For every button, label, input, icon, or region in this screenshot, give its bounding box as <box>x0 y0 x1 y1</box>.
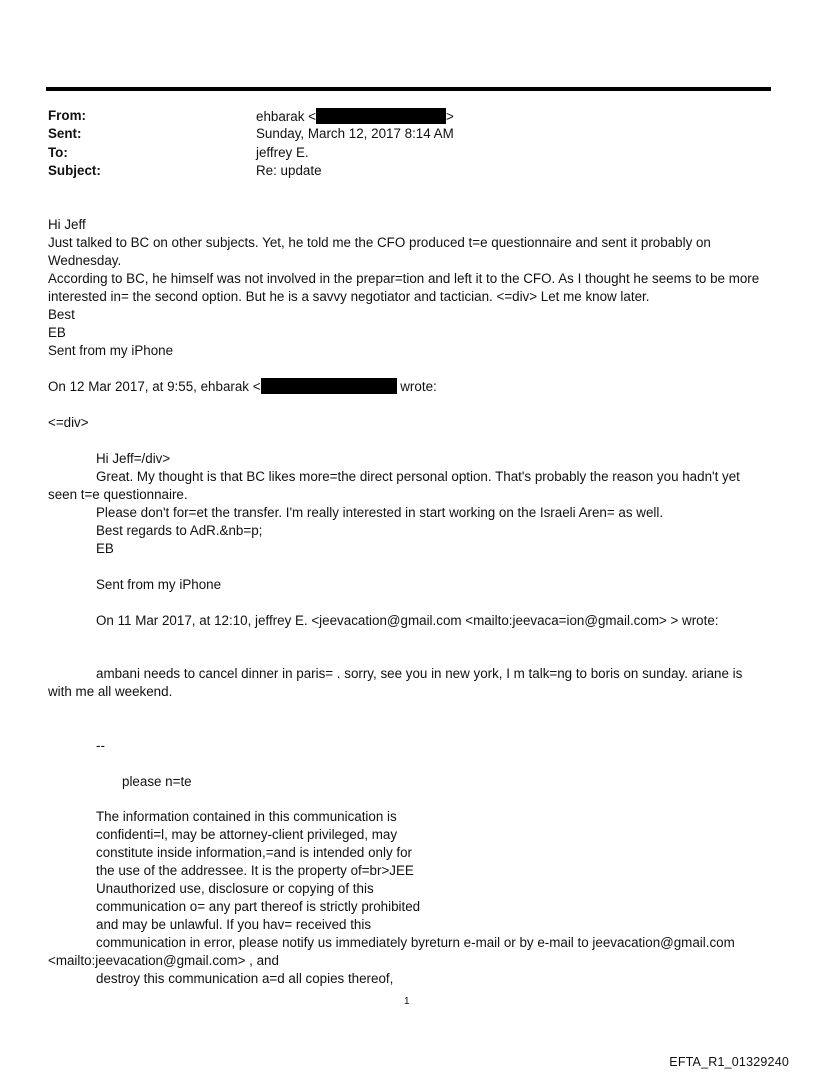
please-note: please n=te <box>122 774 192 789</box>
sent-value: Sunday, March 12, 2017 8:14 AM <box>256 126 454 141</box>
disclaimer-line: confidenti=l, may be attorney-client privileged, may <box>96 827 398 842</box>
div-marker: <=div> <box>48 415 89 430</box>
quote2-line: ambani needs to cancel dinner in paris= . sorry, see you in new york, I m talk=ng to boris on sunday. ariane is <box>96 666 743 681</box>
quote1-intro-prefix: On 12 Mar 2017, at 9:55, ehbarak < <box>48 379 261 394</box>
from-value-prefix: ehbarak < <box>256 109 316 124</box>
sent-label: Sent: <box>48 126 82 141</box>
quote1-line: Great. My thought is that BC likes more=the direct personal option. That's probably the reason you hadn't yet <box>96 469 740 484</box>
reply-line: Just talked to BC on other subjects. Yet, he told me the CFO produced t=e questionnaire and sent it probably on <box>48 235 711 250</box>
to-label: To: <box>48 145 68 160</box>
reply-line: Hi Jeff <box>48 217 86 232</box>
quote1-intro <box>48 378 437 396</box>
quote1-line: EB <box>96 541 114 556</box>
disclaimer-line: destroy this communication a=d all copies thereof, <box>96 971 394 986</box>
reply-line: EB <box>48 325 66 340</box>
reply-line: interested in= the second option. But he is a savvy negotiator and tactician. <=div> Let me know later. <box>48 289 650 304</box>
from-label: From: <box>48 108 86 123</box>
document-id: EFTA_R1_01329240 <box>669 1055 789 1069</box>
reply-line: According to BC, he himself was not involved in the prepar=tion and left it to the CFO. As I thought he seems to be more <box>48 271 760 286</box>
quote1-line: seen t=e questionnaire. <box>48 487 188 502</box>
disclaimer-line: Unauthorized use, disclosure or copying of this <box>96 881 374 896</box>
quote1-line: Please don't for=et the transfer. I'm really interested in start working on the Israeli Aren= as well. <box>96 505 664 520</box>
header-rule <box>46 87 771 91</box>
from-value <box>256 108 454 124</box>
disclaimer-line: the use of the addressee. It is the property of=br>JEE <box>96 863 414 878</box>
disclaimer-line: constitute inside information,=and is intended only for <box>96 845 412 860</box>
subject-value: Re: update <box>256 163 322 178</box>
disclaimer-line: communication in error, please notify us immediately byreturn e-mail or by e-mail to jeevacation@gmail.com <box>96 935 735 950</box>
to-value: jeffrey E. <box>256 145 309 160</box>
redaction-bar <box>316 108 446 124</box>
quote1-line: Best regards to AdR.&nb=p; <box>96 523 263 538</box>
quote1-line: Sent from my iPhone <box>96 577 222 592</box>
reply-line: Best <box>48 307 75 322</box>
page-number: 1 <box>404 996 410 1007</box>
from-value-suffix: > <box>445 109 454 124</box>
signature-dashes: -- <box>96 738 105 753</box>
redaction-bar <box>261 378 397 394</box>
disclaimer-line: <mailto:jeevacation@gmail.com> , and <box>48 953 279 968</box>
quote1-line: Hi Jeff=/div> <box>96 451 171 466</box>
quote2-intro: On 11 Mar 2017, at 12:10, jeffrey E. <jeevacation@gmail.com <mailto:jeevaca=ion@gmail.com> > wrote: <box>96 613 719 628</box>
quote2-line: with me all weekend. <box>48 684 173 699</box>
quote1-intro-suffix: wrote: <box>400 379 437 394</box>
disclaimer-line: The information contained in this communication is <box>96 809 397 824</box>
subject-label: Subject: <box>48 163 101 178</box>
reply-line: Wednesday. <box>48 253 122 268</box>
disclaimer-line: communication o= any part thereof is strictly prohibited <box>96 899 421 914</box>
disclaimer-line: and may be unlawful. If you hav= received this <box>96 917 372 932</box>
reply-line: Sent from my iPhone <box>48 343 174 358</box>
